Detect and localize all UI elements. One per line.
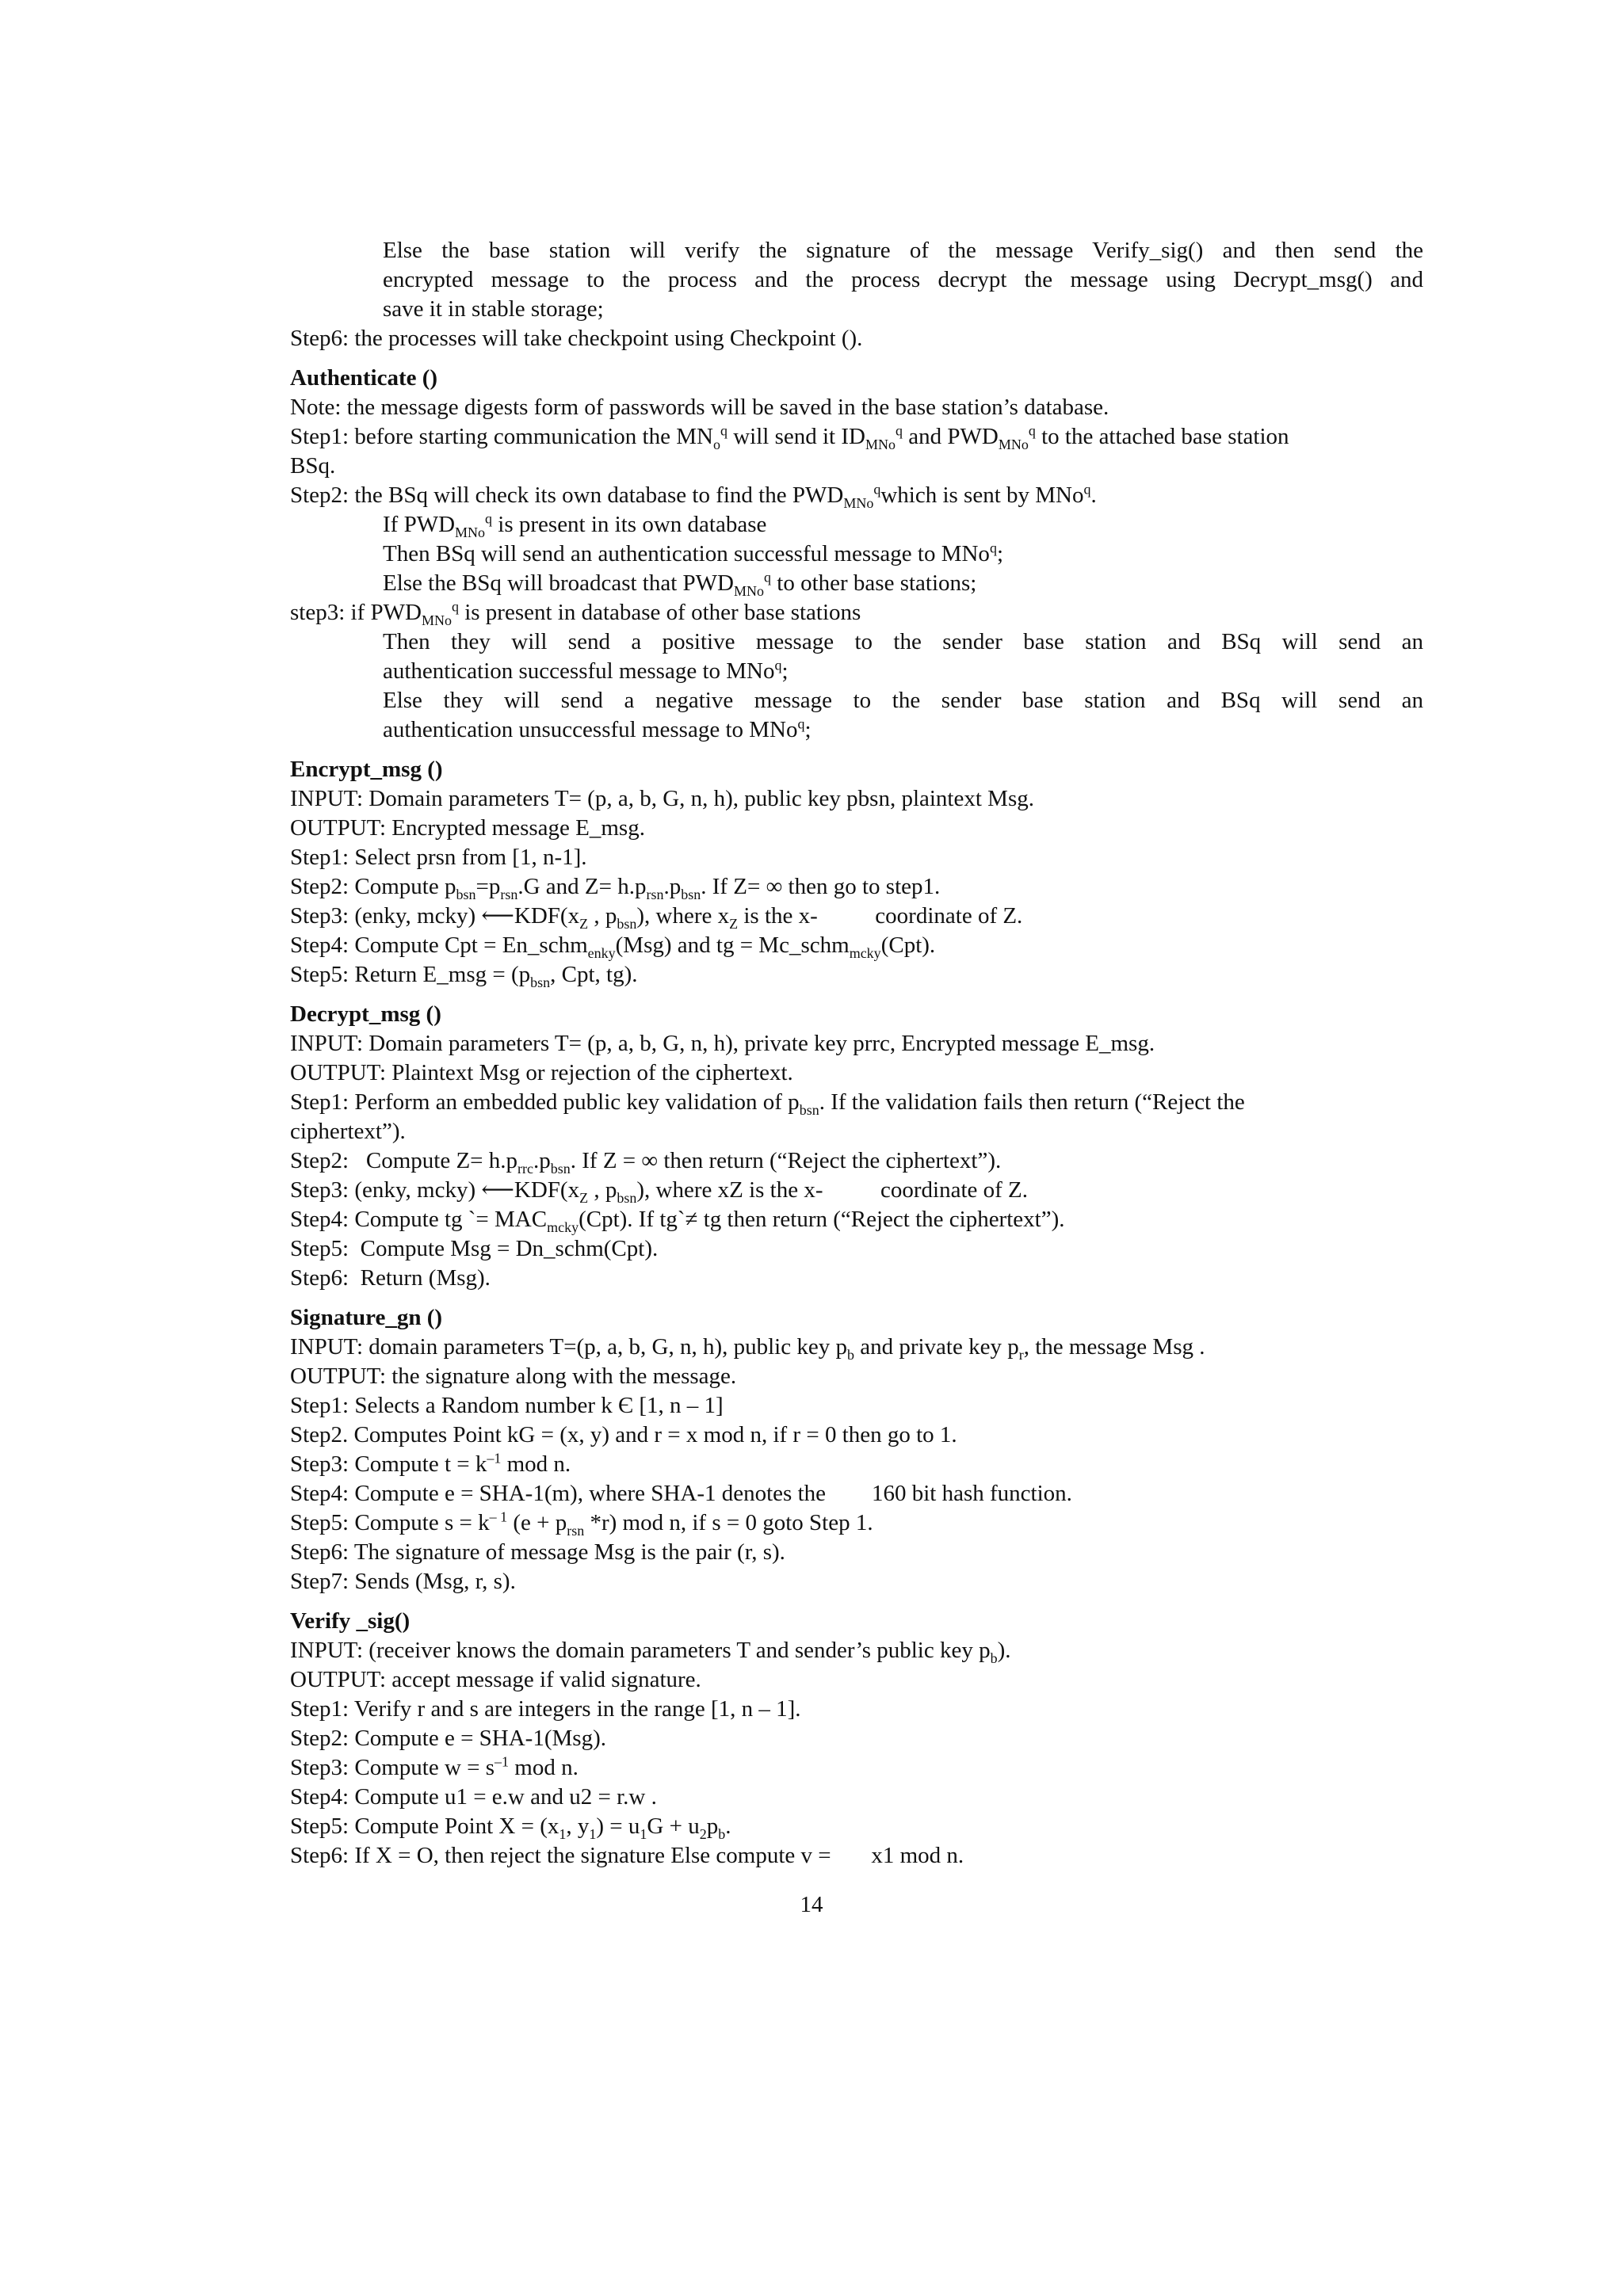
continuation-line-3: save it in stable storage; <box>383 296 604 322</box>
encrypt-step3: Step3: (enky, mcky) $⟵KDF(x_Z$ , $p_{bsn}$), where $x_Z$ is the x- coordinate of Z. <box>290 903 1023 932</box>
authenticate-then2-line2: authentication successful message to MNo$^q$; <box>383 657 789 684</box>
signature-step5: Step5: Compute $s = k^{- 1}$ ($e + p_{rsn}$ *r) mod n, if s = 0 goto Step 1. <box>290 1508 873 1539</box>
continuation-line-1: Else the base station will verify the signature of the message Verify_sig() and then send the <box>383 238 1423 263</box>
encrypt-step1: Step1: Select prsn from [1, n-1]. <box>290 845 587 870</box>
signature-output: OUTPUT: the signature along with the message. <box>290 1363 737 1389</box>
decrypt-output: OUTPUT: Plaintext Msg or rejection of the ciphertext. <box>290 1060 793 1085</box>
signature-step7: Step7: Sends (Msg, r, s). <box>290 1569 516 1594</box>
authenticate-step2: Step2: the BSq will check its own database to find the $PWD_{MNo}^qwhich$ is sent by MNo$^q$. <box>290 481 1097 511</box>
decrypt-step5: Step5: Compute Msg = Dn_schm(Cpt). <box>290 1236 659 1261</box>
encrypt-output: OUTPUT: Encrypted message E_msg. <box>290 815 645 841</box>
encrypt-step5: Step5: Return E_msg = ($p_{bsn}$, Cpt, tg). <box>290 962 638 990</box>
signature-input: INPUT: domain parameters T=(p, a, b, G, n, h), public key $p_b$ and private key $p_r$, the message Msg . <box>290 1334 1205 1363</box>
verify-step5: Step5: Compute Point $X = (x_1$, $y_1) = u_1G + u_2p_b$. <box>290 1814 731 1842</box>
verify-step6: Step6: If X = O, then reject the signature Else compute v = x1 mod n. <box>290 1843 964 1868</box>
verify-heading: Verify _sig() <box>290 1608 411 1634</box>
authenticate-heading: Authenticate () <box>290 365 438 391</box>
encrypt-step4: Step4: Compute Cpt = En_schm$_{enky}$(Msg) and tg = Mc_schm$_{mcky}$(Cpt). <box>290 933 936 961</box>
verify-output: OUTPUT: accept message if valid signature. <box>290 1667 701 1692</box>
signature-step4: Step4: Compute e = SHA-1(m), where SHA-1 denotes the 160 bit hash function. <box>290 1481 1072 1506</box>
decrypt-step6: Step6: Return (Msg). <box>290 1265 491 1291</box>
authenticate-step1: Step1: before starting communication the $MN_o^q$ will send it $ID_{MNo}^q$ and $PWD_{MNo}^q$ to the attached base station <box>290 422 1289 452</box>
continuation-line-2: encrypted message to the process and the process decrypt the message using Decrypt_msg() and <box>383 267 1423 292</box>
decrypt-step3: Step3: (enky, mcky) $⟵KDF(x_Z$ , $p_{bsn}$), where xZ is the x- coordinate of Z. <box>290 1177 1029 1206</box>
decrypt-step1-cont: ciphertext”). <box>290 1119 406 1144</box>
authenticate-then2-line1: Then they will send a positive message to the sender base station and BSq will send an <box>383 629 1423 654</box>
verify-input: INPUT: (receiver knows the domain parameters T and sender’s public key $p_b$). <box>290 1638 1011 1666</box>
authenticate-then: Then BSq will send an authentication successful message to MNo$^q$; <box>383 540 1003 566</box>
verify-step3: Step3: Compute $w = s^{-1}$ mod n. <box>290 1753 579 1780</box>
authenticate-step1-cont: BSq. <box>290 453 336 479</box>
authenticate-else2-line1: Else they will send a negative message to the sender base station and BSq will send an <box>383 688 1423 713</box>
verify-step2: Step2: Compute e = SHA-1(Msg). <box>290 1726 606 1751</box>
authenticate-else2-line2: authentication unsuccessful message to MNo$^q$; <box>383 715 812 742</box>
signature-step3: Step3: Compute $t = k^{-1}$ mod n. <box>290 1450 571 1477</box>
page-number: 14 <box>800 1892 823 1917</box>
decrypt-step1: Step1: Perform an embedded public key validation of $p_{bsn}$. If the validation fails then return (“Reject the <box>290 1089 1245 1118</box>
encrypt-input: INPUT: Domain parameters T= (p, a, b, G, n, h), public key pbsn, plaintext Msg. <box>290 786 1034 811</box>
continuation-step6: Step6: the processes will take checkpoint using Checkpoint (). <box>290 326 863 351</box>
encrypt-step2: Step2: Compute $p_{bsn}=p_{rsn}.G$ and $Z= h.p_{rsn}.p_{bsn}$. If Z= ∞ then go to step1. <box>290 874 941 902</box>
signature-step1: Step1: Selects a Random number k Є [1, n – 1] <box>290 1393 724 1418</box>
signature-heading: Signature_gn () <box>290 1305 443 1330</box>
authenticate-if: If $PWD_{MNo}^q$ is present in its own database <box>383 510 767 540</box>
encrypt-heading: Encrypt_msg () <box>290 757 443 782</box>
decrypt-step4: Step4: Compute tg `= $MAC_{mcky}(Cpt)$. If tg`≠ tg then return (“Reject the ciphertext”). <box>290 1207 1065 1235</box>
decrypt-heading: Decrypt_msg () <box>290 1001 441 1027</box>
decrypt-step2: Step2: Compute $Z= h.p_{rrc}.p_{bsn}$. If Z = ∞ then return (“Reject the ciphertext”). <box>290 1148 1002 1177</box>
verify-step4: Step4: Compute u1 = e.w and u2 = r.w . <box>290 1784 657 1810</box>
decrypt-input: INPUT: Domain parameters T= (p, a, b, G, n, h), private key prrc, Encrypted message E_msg. <box>290 1031 1155 1056</box>
authenticate-else: Else the BSq will broadcast that $PWD_{MNo}^q$ to other base stations; <box>383 569 977 599</box>
signature-step2: Step2. Computes Point kG = (x, y) and r = x mod n, if r = 0 then go to 1. <box>290 1422 957 1447</box>
signature-step6: Step6: The signature of message Msg is the pair (r, s). <box>290 1539 785 1565</box>
authenticate-step3: step3: if $PWD_{MNo}^q$ is present in database of other base stations <box>290 598 861 628</box>
verify-step1: Step1: Verify r and s are integers in the range [1, n – 1]. <box>290 1696 801 1722</box>
authenticate-note: Note: the message digests form of passwords will be saved in the base station’s database. <box>290 395 1109 420</box>
